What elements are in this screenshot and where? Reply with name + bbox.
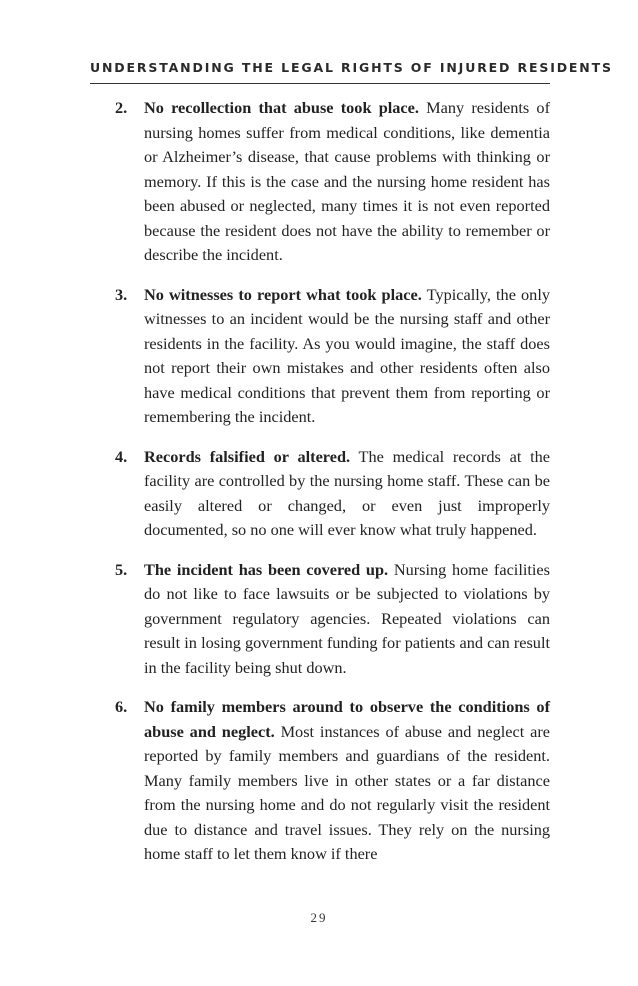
list-item [88,96,550,268]
item-body: Typically, the only witnesses to an incident would be the nursing staff and other residents in the facility. As you would imagine, the staff does not report their own mistakes and other residents often also have medical conditions that prevent them from reporting or remembering the incident. [144,284,550,426]
header-rule [90,83,550,84]
list-item [88,283,550,430]
item-number: 4. [115,446,128,466]
item-number: 3. [115,284,128,304]
numbered-list [88,96,550,882]
item-number: 2. [115,98,128,117]
list-item [88,445,550,543]
item-lead: No recollection that abuse took place. [144,98,419,117]
item-lead: No witnesses to report what took place. [144,284,422,304]
list-item [88,558,550,681]
item-lead: Records falsified or altered. [144,446,351,466]
item-number: 6. [115,697,128,716]
item-lead: No family members around to observe the conditions of abuse and neglect. [144,697,550,741]
item-body: Nursing home facilities do not like to face lawsuits or be subjected to violations by government regulatory agencies. Repeated violations can result in losing government funding for patients and can result in the facility being shut down. [144,559,550,677]
page-number: 29 [310,910,328,925]
list-item [88,695,550,867]
item-body: Most instances of abuse and neglect are reported by family members and guardians of the resident. Many family members live in other states or a far distance from the nursing home and do not regularly visit the resident due to distance and travel issues. They rely on the nursing home staff to let them know if there [144,721,550,863]
item-number: 5. [115,559,128,579]
item-body: Many residents of nursing homes suffer from medical conditions, like dementia or Alzheimer’s disease, that cause problems with thinking or memory. If this is the case and the nursing home resident has been abused or neglected, many times it is not even reported because the resident does not have the ability to remember or describe the incident. [144,98,550,264]
running-header: UNDERSTANDING THE LEGAL RIGHTS OF INJURED RESIDENTS [90,60,613,75]
item-body: The medical records at the facility are controlled by the nursing home staff. These can be easily altered or changed, or even just improperly documented, so no one will ever know what truly happened. [144,446,550,539]
item-lead: The incident has been covered up. [144,559,389,579]
